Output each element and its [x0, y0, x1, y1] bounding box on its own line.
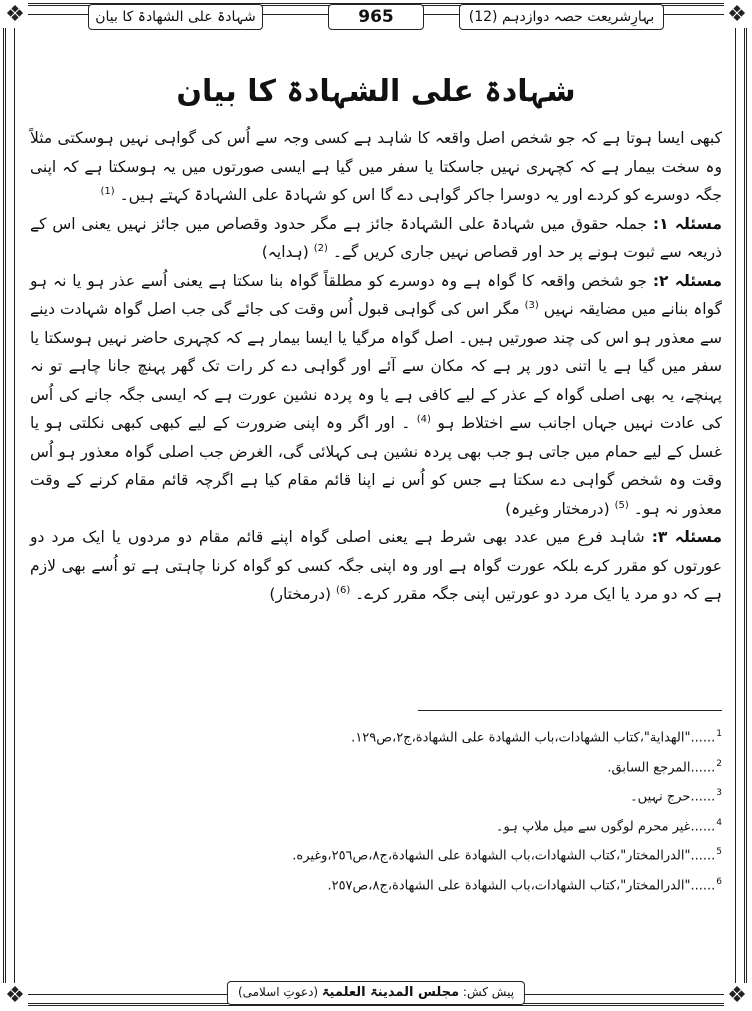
corner-ornament-icon: ❖	[724, 983, 750, 1009]
source-citation: (ہدایہ)	[261, 243, 309, 261]
footnote-ref: (5)	[614, 499, 629, 511]
footnote-ref: (4)	[416, 413, 431, 425]
footnote-mark: 1	[716, 729, 722, 739]
footnote-mark: 5	[716, 847, 722, 857]
footnote-text: ......غیر محرم لوگوں سے میل ملاپ ہو۔	[495, 818, 716, 834]
masala-label: مسئلہ ۳:	[651, 528, 722, 546]
masala-3	[30, 523, 722, 609]
masala-2	[30, 267, 722, 524]
masala-text: شاہد فرع میں عدد بھی شرط ہے یعنی اصلی گواہ اپنے قائم مقام دو مردوں یا ایک مرد دو عورتوں کو مقرر کرے بلکہ عورت گواہ ہے اور وہ اپنی جگہ کسی کو گواہ کرنا چاہتی ہے تو اُسے بھی لازم ہے کہ دو مرد یا ایک مرد دو عورتیں اپنی جگہ مقرر کرے۔	[30, 528, 722, 603]
page-number: 965	[328, 4, 424, 30]
masala-label: مسئلہ ۲:	[652, 271, 722, 290]
masala-text: ۔ اور اگر وہ اپنی ضرورت کے لیے کبھی کبھی نکلتی ہو یا غسل کے لیے حمام میں جاتی ہو جب بھی پردہ نشین ہی کہلائی گی، الغرض جب اصلی گواہ معذور ہو اُس وقت وہ شخص گواہی دے سکتا ہے جس کو اُس نے اپنا قائم مقام کیا ہے اگرچہ قائم مقام کرنے کے وقت معذور نہ ہو۔	[30, 414, 722, 518]
book-title: بہارِشریعت حصہ دوازدہم (12)	[459, 4, 664, 30]
footnote-text: ......"الهداية"،كتاب الشهادات،باب الشهادة على الشهادة،ج٢،ص١٢٩.	[351, 730, 716, 746]
page-title: شہادۃ علی الشہادۃ کا بیان	[176, 74, 576, 109]
footnote	[30, 838, 722, 868]
footnote	[30, 750, 722, 780]
chapter-title: شہادۃ علی الشھادۃ کا بیان	[88, 4, 263, 30]
masala-text: جملہ حقوق میں شہادۃ علی الشہادۃ جائز ہے مگر حدود وقصاص میں جائز نہیں یعنی اس کے ذریعہ سے ثبوت ہونے پر حد اور قصاص نہیں جاری کریں گے۔	[30, 214, 722, 261]
masala-text: جو شخص واقعہ کا گواہ ہے وہ دوسرے کو مطلقاً گواہ بنا سکتا ہے یعنی اُسے عذر ہو یا نہ ہو گواہ بنانے میں مضایقہ نہیں	[30, 271, 722, 318]
footnote-text: ......المرجع السابق.	[607, 759, 716, 775]
footer-prefix: پیش کش:	[462, 985, 515, 999]
publisher-org: (دعوتِ اسلامی)	[237, 985, 319, 999]
page-body	[30, 56, 722, 609]
intro-paragraph	[30, 124, 722, 210]
masala-1	[30, 210, 722, 267]
footnote-ref: (6)	[336, 584, 351, 596]
corner-ornament-icon: ❖	[724, 2, 750, 28]
corner-ornament-icon: ❖	[2, 2, 28, 28]
footnote-ref: (3)	[524, 299, 539, 311]
source-citation: (درمختار)	[269, 585, 332, 603]
source-citation: (درمختار وغیرہ)	[505, 499, 610, 518]
footnote	[30, 809, 722, 839]
footnote-ref: (1)	[100, 185, 115, 197]
footnotes	[30, 720, 722, 897]
footnote-mark: 6	[716, 876, 722, 887]
footnote-mark: 3	[716, 788, 722, 798]
corner-ornament-icon: ❖	[2, 983, 28, 1009]
intro-text: کبھی ایسا ہوتا ہے کہ جو شخص اصل واقعہ کا شاہد ہے کسی وجہ سے اُس کی گواہی نہیں ہوسکتی مثلاً وہ سخت بیمار ہے کہ کچہری نہیں جاسکتا یا سفر میں گیا ہے ایسی صورتوں میں یہ ہوسکتا ہے کہ اپنی جگہ دوسرے کو کردے اور یہ دوسرا جاکر گواہی دے گا اس کو شہادۃ علی الشہادۃ کہتے ہیں۔	[30, 129, 722, 204]
masala-text: مگر اس کی گواہی قبول اُس وقت کی جائے گی جب اصل گواہ شہادت دینے سے معذور ہو اس کی چند صورتیں ہیں۔ اصل گواہ مرگیا یا ایسا بیمار ہے کہ کچہری حاضر نہیں ہوسکتا یا سفر میں گیا ہے یا اتنی دور پر ہے کہ مکان سے آئے اور گواہی دے کر رات تک گھر پہنچ جانا چاہے تو نہ پہنچے، یہ بھی اصلی گواہ کے عذر کے لیے کافی ہے یا وہ پردہ نشین عورت ہے کہ ایسی جگہ جانے کی اُس کی عادت نہیں جہاں اجانب سے اختلاط ہو	[30, 300, 722, 432]
footnote-divider	[418, 710, 722, 711]
footnote-text: ......"الدرالمختار"،كتاب الشهادات،باب الشهادة على الشهادة،ج٨،ص٢٥٧.	[327, 877, 716, 893]
footnote-mark: 2	[716, 758, 722, 769]
footnote-ref: (2)	[313, 242, 328, 254]
page-header	[88, 4, 664, 32]
footnote-text: ......حرج نہیں۔	[630, 789, 716, 805]
footnote	[30, 720, 722, 750]
footnote-text: ......"الدرالمختار"،كتاب الشهادات،باب الشهادة على الشهادة،ج٨،ص٢٥٦،وغيره.	[292, 848, 716, 864]
footnote	[30, 868, 722, 898]
publisher-name: مجلس المدینۃ العلمیۃ	[321, 985, 460, 1000]
page-footer	[227, 981, 525, 1005]
footnote-mark: 4	[716, 817, 722, 828]
footnote	[30, 779, 722, 809]
masala-label: مسئلہ ۱:	[652, 214, 722, 233]
